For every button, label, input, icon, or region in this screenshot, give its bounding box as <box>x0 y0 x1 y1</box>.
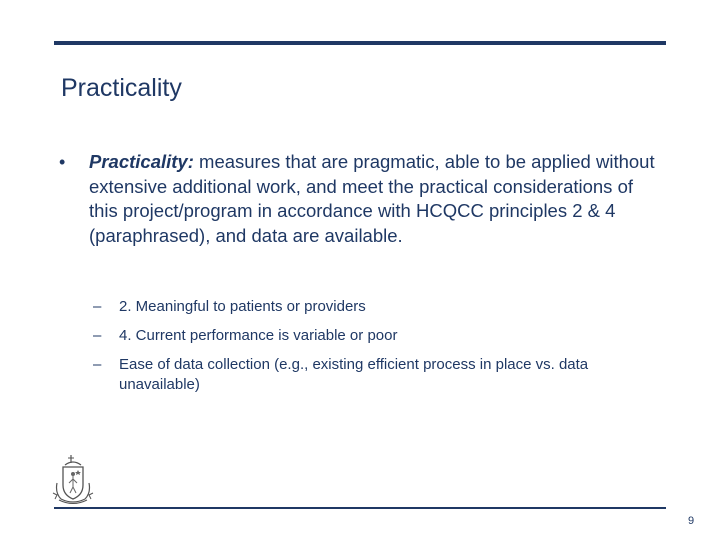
sub-bullet-text: 2. Meaningful to patients or providers <box>119 298 366 315</box>
bullet-text <box>89 150 659 248</box>
top-divider <box>54 41 666 45</box>
sub-bullet-item <box>93 326 663 346</box>
bottom-divider <box>54 507 666 509</box>
page-number: 9 <box>688 515 695 527</box>
dash-marker: – <box>93 356 102 373</box>
slide-title: Practicality <box>61 74 182 102</box>
sub-bullet-item <box>93 355 663 394</box>
bullet-lead: Practicality: <box>89 151 194 172</box>
bullet-body: measures that are pragmatic, able to be applied without extensive additional work, and meet the practical considerations of this project/program in accordance with HCQCC principles 2 & 4 (paraphrased), and data are available. <box>89 151 655 246</box>
dash-marker: – <box>93 327 102 344</box>
sub-bullet-text: 4. Current performance is variable or poor <box>119 327 398 344</box>
sub-bullet-text: Ease of data collection (e.g., existing efficient process in place vs. data unavailable) <box>119 356 589 393</box>
dash-marker: – <box>93 298 102 315</box>
state-seal-icon <box>51 453 95 505</box>
sub-bullet-item <box>93 297 663 317</box>
bullet-symbol: • <box>59 152 66 172</box>
sub-bullet-list <box>93 297 663 404</box>
